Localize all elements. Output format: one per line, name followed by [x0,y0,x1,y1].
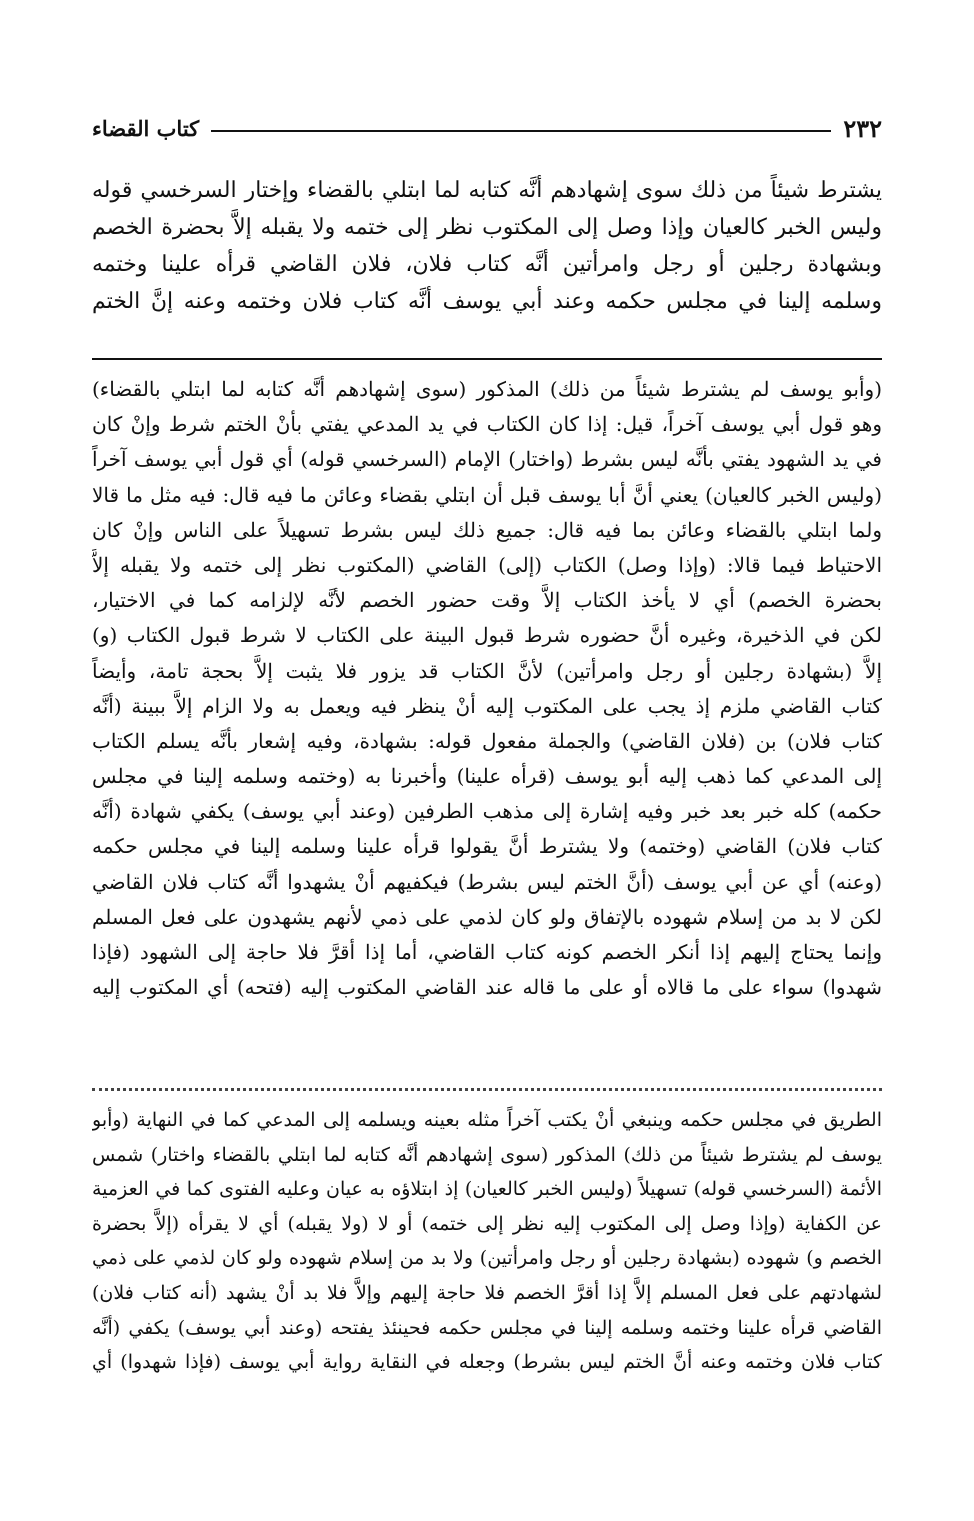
commentary-line: بحضرة الخصم) أي لا يأخذ الكتاب إلاَّ وقت حضور الخصم لأنَّه لإلزامه كما في الاختيار، [92,588,882,613]
footnote-line: الخصم و) شهوده (بشهادة رجلين أو رجل وامرأتين) ولا بد من إسلام شهوده ولو كان لذمي على ذمي [92,1247,882,1270]
main-text-line: وبشهادة رجلين أو رجل وامرأتين أنَّه كتاب فلان، فلان القاضي قرأه علينا وختمه [92,252,882,277]
commentary-line: كتاب فلان) القاضي (وختمه) ولا يشترط أنَّ يقولوا قرأه علينا وسلمه إلينا في مجلس حكمه [92,834,882,859]
commentary-line: كتاب القاضي ملزم إذ يجب على المكتوب إليه أنْ ينظر فيه ويعمل به ولا الزام إلاَّ ببينة (أنَّه [92,693,882,718]
page-number: ٢٣٢ [843,113,882,143]
commentary-line: إلاَّ (بشهادة رجلين أو رجل وامرأتين) لأنَّ الكتاب قد يزور فلا يثبت إلاَّ بحجة تامة، وأيضاً [92,658,882,683]
commentary-line: كتاب فلان) بن (فلان القاضي) والجملة مفعول قوله: بشهادة، وفيه إشعار بأنَّه يسلم الكتاب [92,728,882,753]
footnote-line: الأئمة (السرخسي قوله) تسهيلاً (وليس الخبر كالعيان) إذ ابتلاؤه به عيان وعليه الفتوى كما في العزمية [92,1178,882,1201]
running-header [92,108,882,148]
main-text-line: وسلمه إلينا في مجلس حكمه وعند أبي يوسف أنَّه كتاب فلان وختمه وعنه إنَّ الختم [92,289,882,314]
commentary-line: ولما ابتلي بالقضاء وعائن بما فيه قال: جميع ذلك ليس بشرط تسهيلاً على الناس وإنْ كان [92,517,882,542]
footnote-line: كتاب فلان وختمه وعنه أنَّ الختم ليس بشرط) وجعله في النقاية رواية أبي يوسف (فإذا شهدوا) أي [92,1351,882,1374]
commentary-line: في يد الشهود يفتي بأنَّه ليس بشرط (واختار) الإمام (السرخسي قوله) أي قول أبي يوسف آخراً [92,447,882,472]
commentary-line: (وليس الخبر كالعيان) يعني أنَّ أبا يوسف قبل أن ابتلي بقضاء وعائن ما فيه قال: فيه مثل ما قالا [92,482,882,507]
commentary-line: إلى المدعي كما ذهب إليه أبو يوسف (قرأه علينا) وأخبرنا به (وختمه وسلمه إلينا في مجلس [92,764,882,789]
footnote-line: يوسف لم يشترط شيئاً من ذلك) المذكور (سوى إشهادهم أنَّه كتابه لما ابتلي بالقضاء واختار) شمس [92,1143,882,1166]
commentary-line: وهو قول أبي يوسف آخراً، قيل: إذا كان الكتاب في يد المدعي يفتي بأنْ الختم شرط وإنْ كان [92,412,882,437]
commentary [92,372,882,1005]
main-text-line: وليس الخبر كالعيان وإذا وصل إلى المكتوب نظر إلى ختمه ولا يقبله إلاَّ بحضرة الخصم [92,215,882,240]
main-text [92,172,882,320]
main-divider [92,358,882,360]
commentary-line: لكن في الذخيرة، وغيره أنَّ حضوره شرط قبول البينة على الكتاب لا شرط قبول الكتاب (و) [92,623,882,648]
main-text-line: يشترط شيئاً من ذلك سوى إشهادهم أنَّه كتابه لما ابتلي بالقضاء وإختار السرخسي قوله [92,178,882,203]
book-title: كتاب القضاء [92,115,200,141]
commentary-line: لكن لا بد من إسلام شهوده بالإتفاق ولو كان لذمي على ذمي لأنهم يشهدون على فعل المسلم [92,904,882,929]
commentary-line: حكمه) كله خبر بعد خبر وفيه إشارة إلى مذهب الطرفين (وعند أبي يوسف) يكفي شهادة (أنَّه [92,799,882,824]
commentary-line: (وعنه) أي عن أبي يوسف (أنَّ الختم ليس بشرط) فيكفيهم أنْ يشهدوا أنَّه كتاب فلان القاضي [92,869,882,894]
footnote-line: عن الكفاية (وإذا وصل إلى المكتوب إليه نظر إلى ختمه) أو لا (ولا يقبله) أي لا يقرأه (إلاَّ بحضرة [92,1212,882,1235]
commentary-line: (وأبو يوسف لم يشترط شيئاً من ذلك) المذكور (سوى إشهادهم أنَّه كتابه لما ابتلي بالقضاء) [92,377,882,401]
commentary-line: وإنما يحتاج إليهم إذا أنكر الخصم كونه كتاب القاضي، أما إذا أقرَّ فلا حاجة إلى الشهود (فإذا [92,940,882,964]
footnote-line: الطريق في مجلس حكمه وينبغي أنْ يكتب آخراً مثله بعينه ويسلمه إلى المدعي كما في النهاية (وأبو [92,1109,882,1131]
footnote-line: القاضي قرأه علينا وختمه وسلمه إلينا في مجلس حكمه فحينئذ يفتحه (وعند أبي يوسف) يكفي (أنَّه [92,1316,882,1339]
commentary-line: شهدوا) سواء على ما قالاه أو على ما قاله عند القاضي المكتوب إليه (فتحه) أي المكتوب إليه [92,975,882,1000]
footnote-line: لشهادتهم على فعل المسلم إلاَّ إذا أقرَّ الخصم فلا حاجة إليهم وإلاَّ فلا بد أنْ يشهد (أنه كتاب فلان) [92,1281,882,1304]
footnote [92,1103,882,1380]
commentary-line: الاحتياط فيما قالا: (وإذا وصل) الكتاب (إلى) القاضي (المكتوب نظر إلى ختمه ولا يقبله إلاَّ [92,552,882,577]
footnote-divider [92,1088,882,1091]
header-rule [211,130,831,132]
